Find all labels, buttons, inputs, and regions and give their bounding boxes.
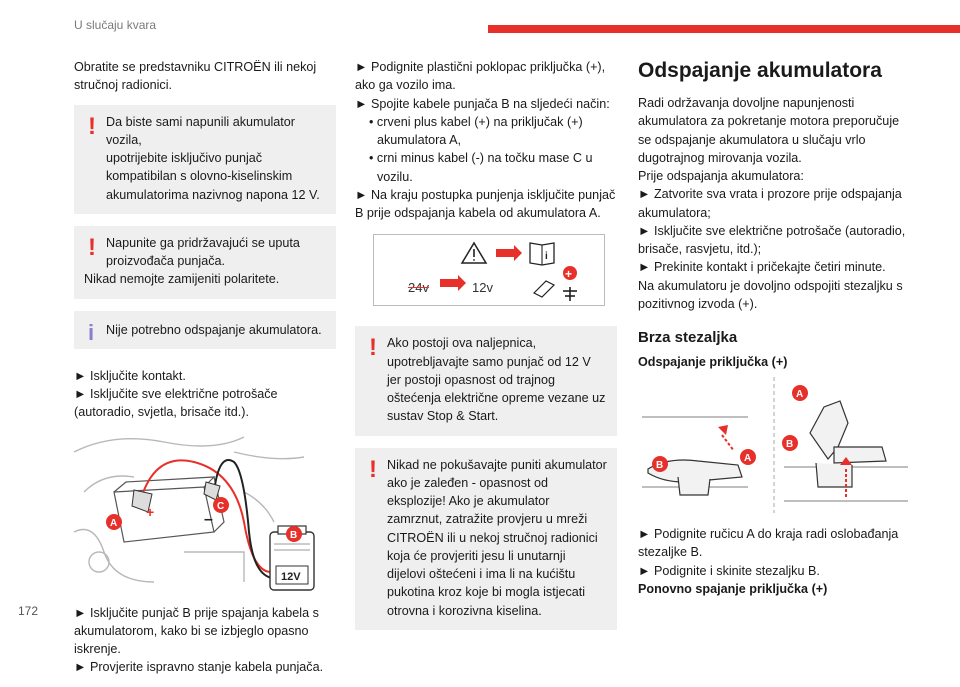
label-a: A bbox=[110, 517, 118, 529]
notice-line: Nikad ne pokušavajte puniti akumulator bbox=[387, 457, 607, 472]
label-a: A bbox=[796, 389, 804, 400]
label-a: A bbox=[744, 453, 752, 464]
arrow-icon bbox=[496, 245, 522, 261]
column-2 bbox=[355, 58, 617, 642]
notice-text: upotrebljavajte samo punjač od 12 V jer postoji opasnost od trajnog oštećenja električne opreme vezane uz sustav Stop & Start. bbox=[387, 354, 606, 424]
warning-notice-sticker bbox=[355, 326, 617, 435]
svg-text:+: + bbox=[146, 503, 155, 520]
step-item: ► Na kraju postupka punjenja isključite punjač B prije odspajanja kabela od akumulatora A. bbox=[355, 187, 616, 220]
step-item: ► Isključite kontakt. bbox=[74, 368, 186, 383]
intro-text: Radi održavanja dovoljne napunjenosti akumulatora za pokretanje motora preporučuje se odspajanje akumulatora u slučaju vrlo dugotrajnog mirovanja vozila. bbox=[638, 96, 900, 165]
charger-voltage: 12V bbox=[281, 570, 301, 583]
subhead-disconnect: Odspajanje priključka (+) bbox=[638, 354, 788, 369]
step-item: ► Zatvorite sva vrata i prozore prije odspajanja akumulatora; bbox=[638, 187, 902, 220]
connection-steps bbox=[355, 58, 617, 222]
warning-icon: ! bbox=[369, 455, 377, 483]
notice-text: upotrijebite isključivo punjač kompatibilan s olovno-kiselinskim akumulatorima nazivnog napona 12 V. bbox=[106, 151, 320, 202]
notice-text: ako je zaleđen - opasnost od eksplozije! Ako je akumulator zamrznut, zatražite provjeru u mreži CITROËN ili u nekoj stručnoj radionici koja će provjeriti jesu li unutarnji dijelovi oštećeni i ima li na kućištu pukotina kroz koje bi mogla istjecati otrovna i korozivna kiselina. bbox=[387, 475, 598, 618]
quick-clamp-drawing bbox=[638, 377, 910, 513]
info-icon: i bbox=[88, 319, 95, 345]
charger-drawing bbox=[270, 526, 314, 590]
warning-notice-charger bbox=[74, 105, 336, 214]
12v-warning-sticker bbox=[373, 234, 605, 306]
label-b: B bbox=[656, 460, 664, 471]
step-item: ► Prekinite kontakt i pričekajte četiri minute. bbox=[638, 260, 886, 275]
arrow-up-icon bbox=[718, 425, 728, 435]
step-item: ► Podignite plastični poklopac priključka (+), ako ga vozilo ima. bbox=[355, 60, 606, 93]
column-3 bbox=[638, 58, 910, 602]
svg-text:–: – bbox=[204, 510, 213, 528]
engine-bay-drawing bbox=[74, 432, 336, 592]
step-item: ► Podignite ručicu A do kraja radi oslobađanja stezaljke B. bbox=[638, 527, 899, 560]
quick-clamp-illustration bbox=[638, 377, 910, 513]
disconnect-intro bbox=[638, 94, 910, 313]
sub-item: • crveni plus kabel (+) na priključak (+) akumulatora A, bbox=[369, 114, 583, 147]
info-notice bbox=[74, 311, 336, 349]
note-text: Na akumulatoru je dovoljno odspojiti stezaljku s pozitivnog izvoda (+). bbox=[638, 278, 903, 311]
section-title: Odspajanje akumulatora bbox=[638, 59, 882, 82]
intro-paragraph: Obratite se predstavniku CITROËN ili nekoj stručnoj radionici. bbox=[74, 60, 317, 93]
warning-icon: ! bbox=[88, 233, 96, 261]
page-header-title: U slučaju kvara bbox=[74, 18, 157, 32]
notice-line: Nikad nemojte zamijeniti polaritete. bbox=[84, 272, 280, 287]
after-steps bbox=[74, 604, 336, 677]
header-accent-bar bbox=[488, 25, 960, 33]
page-number: 172 bbox=[18, 604, 39, 618]
before-text: Prije odspajanja akumulatora: bbox=[638, 169, 804, 183]
label-b: B bbox=[290, 529, 298, 541]
subhead-reconnect: Ponovno spajanje priključka (+) bbox=[638, 581, 828, 596]
step-item: ► Isključite punjač B prije spajanja kabela s akumulatorom, kako bi se izbjeglo opasno iskrenje. bbox=[74, 605, 319, 656]
step-item: ► Isključite sve električne potrošače (autoradio, svjetla, brisače itd.). bbox=[74, 387, 278, 420]
step-item: ► Isključite sve električne potrošače (autoradio, brisače, rasvjetu, itd.); bbox=[638, 223, 906, 256]
steps-list bbox=[74, 367, 336, 422]
svg-text:+: + bbox=[565, 267, 573, 282]
column-1 bbox=[74, 58, 336, 687]
step-item: ► Podignite i skinite stezaljku B. bbox=[638, 563, 820, 578]
sub-item: • crni minus kabel (-) na točku mase C u vozilu. bbox=[369, 151, 593, 184]
warning-notice-frozen bbox=[355, 448, 617, 630]
clamp-icon bbox=[534, 281, 554, 297]
notice-line: Ako postoji ova naljepnica, bbox=[387, 336, 537, 351]
step-item: ► Provjerite ispravno stanje kabela punjača. bbox=[74, 660, 324, 675]
svg-text:i: i bbox=[545, 251, 548, 263]
warning-icon: ! bbox=[369, 334, 377, 362]
notice-line: Nije potrebno odspajanje akumulatora. bbox=[106, 322, 322, 337]
step-item: ► Spojite kabele punjača B na sljedeći način: bbox=[355, 96, 610, 111]
subsection-title: Brza stezaljka bbox=[638, 329, 738, 346]
sticker-12v: 12v bbox=[472, 280, 493, 296]
label-c: C bbox=[217, 500, 225, 512]
clamp-steps bbox=[638, 525, 910, 580]
notice-line: Da biste sami napunili akumulator vozila, bbox=[106, 114, 295, 147]
label-b: B bbox=[786, 439, 794, 450]
arrow-icon bbox=[440, 275, 466, 291]
warning-icon: ! bbox=[88, 112, 96, 140]
sticker-24v-struck: 24v bbox=[408, 280, 429, 296]
notice-line: proizvođača punjača. bbox=[106, 254, 226, 268]
notice-line: Napunite ga pridržavajući se uputa bbox=[106, 235, 300, 250]
battery-charging-illustration bbox=[74, 432, 336, 592]
warning-notice-polarity bbox=[74, 226, 336, 299]
